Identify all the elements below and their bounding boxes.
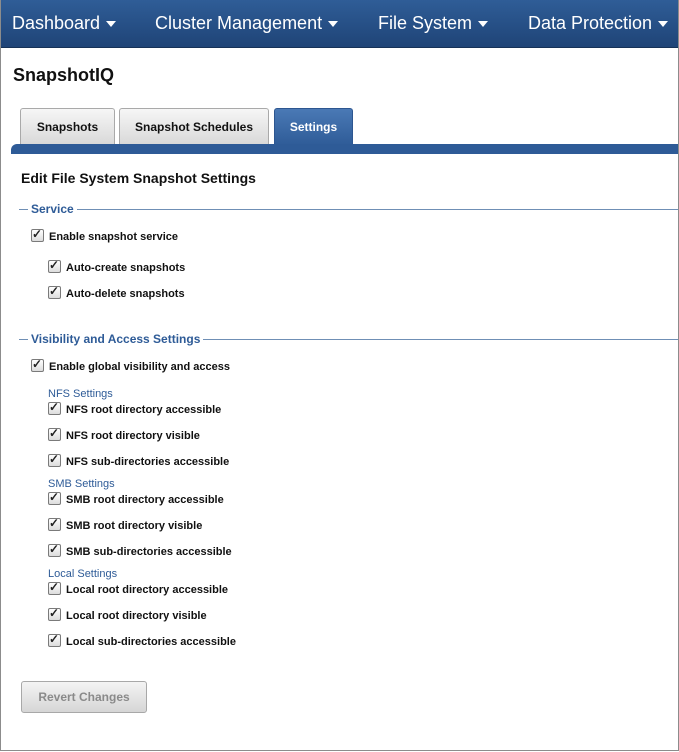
enable-snapshot-service-row (31, 229, 178, 245)
nav-data-protection[interactable] (528, 0, 668, 47)
auto-create-snapshots-checkbox[interactable] (48, 260, 61, 273)
revert-changes-button[interactable]: Revert Changes (21, 681, 147, 713)
auto-delete-snapshots-label: Auto-delete snapshots (66, 288, 185, 300)
checkmark-icon: ✓ (49, 516, 60, 530)
checkmark-icon: ✓ (49, 542, 60, 556)
checkmark-icon: ✓ (49, 258, 60, 272)
smb-sub-accessible-row (48, 544, 232, 560)
checkmark-icon: ✓ (49, 452, 60, 466)
checkmark-icon: ✓ (49, 580, 60, 594)
service-legend-label: Service (28, 201, 77, 217)
enable-global-visibility-row (31, 359, 230, 375)
checkmark-icon: ✓ (49, 632, 60, 646)
local-root-accessible-checkbox[interactable] (48, 582, 61, 595)
form-heading: Edit File System Snapshot Settings (21, 170, 256, 186)
auto-delete-snapshots-row (48, 286, 185, 302)
nfs-root-accessible-row (48, 402, 221, 418)
enable-snapshot-service-checkbox[interactable] (31, 229, 44, 242)
smb-sub-accessible-label: SMB sub-directories accessible (66, 546, 232, 558)
smb-root-accessible-checkbox[interactable] (48, 492, 61, 505)
caret-down-icon (106, 21, 116, 27)
nfs-sub-accessible-row (48, 454, 229, 470)
nfs-root-accessible-checkbox[interactable] (48, 402, 61, 415)
enable-snapshot-service-label: Enable snapshot service (49, 231, 178, 243)
caret-down-icon (658, 21, 668, 27)
tab-settings[interactable]: Settings (274, 108, 353, 146)
checkmark-icon: ✓ (32, 227, 43, 241)
caret-down-icon (478, 21, 488, 27)
tab-snapshot-schedules[interactable]: Snapshot Schedules (119, 108, 269, 144)
local-sub-accessible-checkbox[interactable] (48, 634, 61, 647)
page-title: SnapshotIQ (13, 65, 115, 85)
smb-sub-accessible-checkbox[interactable] (48, 544, 61, 557)
nfs-root-visible-checkbox[interactable] (48, 428, 61, 441)
smb-root-accessible-label: SMB root directory accessible (66, 494, 224, 506)
caret-down-icon (328, 21, 338, 27)
tab-snapshots[interactable]: Snapshots (20, 108, 115, 144)
nav-dashboard-label: Dashboard (12, 13, 101, 33)
local-sub-accessible-row (48, 634, 236, 650)
nfs-root-accessible-label: NFS root directory accessible (66, 404, 222, 416)
checkmark-icon: ✓ (49, 426, 60, 440)
local-root-visible-label: Local root directory visible (66, 610, 207, 622)
checkmark-icon: ✓ (49, 490, 60, 504)
fieldset-divider (19, 209, 679, 210)
local-root-visible-row (48, 608, 207, 624)
local-settings-heading: Local Settings (48, 568, 118, 580)
nfs-root-visible-row (48, 428, 200, 444)
checkmark-icon: ✓ (32, 357, 43, 371)
local-root-accessible-label: Local root directory accessible (66, 584, 229, 596)
top-navigation (1, 0, 679, 48)
auto-create-snapshots-row (48, 260, 185, 276)
nfs-sub-accessible-label: NFS sub-directories accessible (66, 456, 230, 468)
local-root-visible-checkbox[interactable] (48, 608, 61, 621)
tab-bar (11, 144, 679, 154)
visibility-fieldset-legend (19, 331, 679, 347)
nav-file-system-label: File System (378, 13, 473, 33)
nav-dashboard[interactable] (12, 0, 116, 47)
nav-file-system[interactable] (378, 0, 488, 47)
visibility-legend-label: Visibility and Access Settings (28, 331, 203, 347)
auto-create-snapshots-label: Auto-create snapshots (66, 262, 186, 274)
smb-settings-heading: SMB Settings (48, 478, 115, 490)
checkmark-icon: ✓ (49, 400, 60, 414)
smb-root-visible-label: SMB root directory visible (66, 520, 203, 532)
nfs-root-visible-label: NFS root directory visible (66, 430, 200, 442)
enable-global-visibility-label: Enable global visibility and access (49, 361, 230, 373)
nav-cluster-management-label: Cluster Management (155, 13, 323, 33)
nav-cluster-management[interactable] (155, 0, 338, 47)
smb-root-visible-checkbox[interactable] (48, 518, 61, 531)
nfs-sub-accessible-checkbox[interactable] (48, 454, 61, 467)
nfs-settings-heading: NFS Settings (48, 388, 113, 400)
checkmark-icon: ✓ (49, 284, 60, 298)
smb-root-accessible-row (48, 492, 224, 508)
service-fieldset-legend (19, 201, 679, 217)
nav-data-protection-label: Data Protection (528, 13, 653, 33)
enable-global-visibility-checkbox[interactable] (31, 359, 44, 372)
auto-delete-snapshots-checkbox[interactable] (48, 286, 61, 299)
checkmark-icon: ✓ (49, 606, 60, 620)
local-sub-accessible-label: Local sub-directories accessible (66, 636, 236, 648)
smb-root-visible-row (48, 518, 202, 534)
local-root-accessible-row (48, 582, 228, 598)
